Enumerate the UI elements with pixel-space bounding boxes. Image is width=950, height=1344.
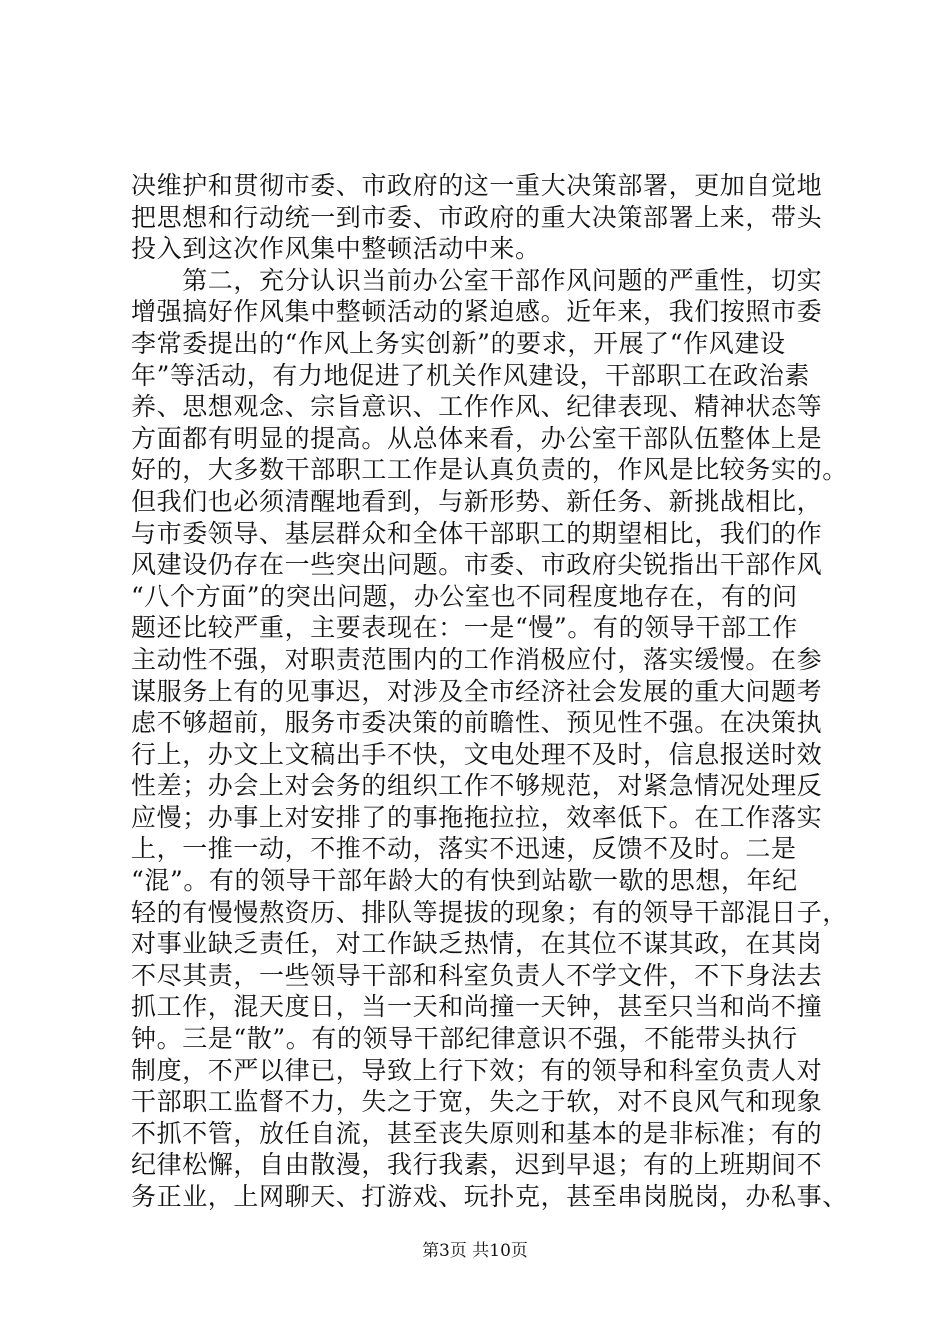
text-line: 题还比较严重，主要表现在：一是“慢”。有的领导干部工作 <box>131 613 798 643</box>
text-line: 风建设仍存在一些突出问题。市委、市政府尖锐指出干部作风 <box>131 550 823 580</box>
text-line: 不抓不管，放任自流，甚至丧失原则和基本的是非标准；有的 <box>131 1118 823 1148</box>
text-line: “八个方面”的突出问题，办公室也不同程度地存在，有的问 <box>131 581 798 611</box>
text-line: 年”等活动，有力地促进了机关作风建设，干部职工在政治素 <box>131 360 810 390</box>
text-line: 把思想和行动统一到市委、市政府的重大决策部署上来，带头 <box>131 202 823 232</box>
text-line: 虑不够超前，服务市委决策的前瞻性、预见性不强。在决策执 <box>131 708 823 738</box>
page-number-footer: 第3页 共10页 <box>422 1241 528 1261</box>
text-line: 轻的有慢慢熬资历、排队等提拔的现象；有的领导干部混日子， <box>131 897 848 927</box>
text-line: 方面都有明显的提高。从总体来看，办公室干部队伍整体上是 <box>131 423 823 453</box>
text-line: 抓工作，混天度日，当一天和尚撞一天钟，甚至只当和尚不撞 <box>131 992 823 1022</box>
text-line: 决维护和贯彻市委、市政府的这一重大决策部署，更加自觉地 <box>131 171 823 200</box>
paragraph-start-line: 第二，充分认识当前办公室干部作风问题的严重性，切实 <box>131 265 823 295</box>
text-line: 上，一推一动，不推不动，落实不迅速，反馈不及时。二是 <box>131 834 797 864</box>
text-line: 增强搞好作风集中整顿活动的紧迫感。近年来，我们按照市委 <box>131 297 823 327</box>
text-line: 不尽其责，一些领导干部和科室负责人不学文件，不下身法去 <box>131 960 823 990</box>
text-line: 钟。三是“散”。有的领导干部纪律意识不强，不能带头执行 <box>131 1024 798 1054</box>
text-line: 应慢；办事上对安排了的事拖拖拉拉，效率低下。在工作落实 <box>131 802 823 832</box>
text-line: 主动性不强，对职责范围内的工作消极应付，落实缓慢。在参 <box>131 644 823 674</box>
text-line: 谋服务上有的见事迟，对涉及全市经济社会发展的重大问题考 <box>131 676 823 706</box>
text-line: 性差；办会上对会务的组织工作不够规范，对紧急情况处理反 <box>131 771 823 801</box>
text-line: 与市委领导、基层群众和全体干部职工的期望相比，我们的作 <box>131 518 823 548</box>
text-line: 好的，大多数干部职工工作是认真负责的，作风是比较务实的。 <box>131 455 848 485</box>
text-line: “混”。有的领导干部年龄大的有快到站歇一歇的思想，年纪 <box>131 866 798 896</box>
text-line: 对事业缺乏责任，对工作缺乏热情，在其位不谋其政，在其岗 <box>131 929 823 959</box>
text-line: 制度，不严以律已，导致上行下效；有的领导和科室负责人对 <box>131 1055 823 1085</box>
text-line: 投入到这次作风集中整顿活动中来。 <box>131 234 541 264</box>
text-line: 务正业，上网聊天、打游戏、玩扑克，甚至串岗脱岗，办私事、 <box>131 1182 848 1211</box>
text-line: 纪律松懈，自由散漫，我行我素，迟到早退；有的上班期间不 <box>131 1150 823 1180</box>
text-line: 行上，办文上文稿出手不快，文电处理不及时，信息报送时效 <box>131 739 823 769</box>
text-line: 但我们也必须清醒地看到，与新形势、新任务、新挑战相比， <box>131 486 823 516</box>
text-line: 干部职工监督不力，失之于宽，失之于软，对不良风气和现象 <box>131 1087 823 1117</box>
document-body <box>131 170 848 1213</box>
text-line: 养、思想观念、宗旨意识、工作作风、纪律表现、精神状态等 <box>131 392 823 422</box>
text-line: 李常委提出的“作风上务实创新”的要求，开展了“作风建设 <box>131 328 786 358</box>
